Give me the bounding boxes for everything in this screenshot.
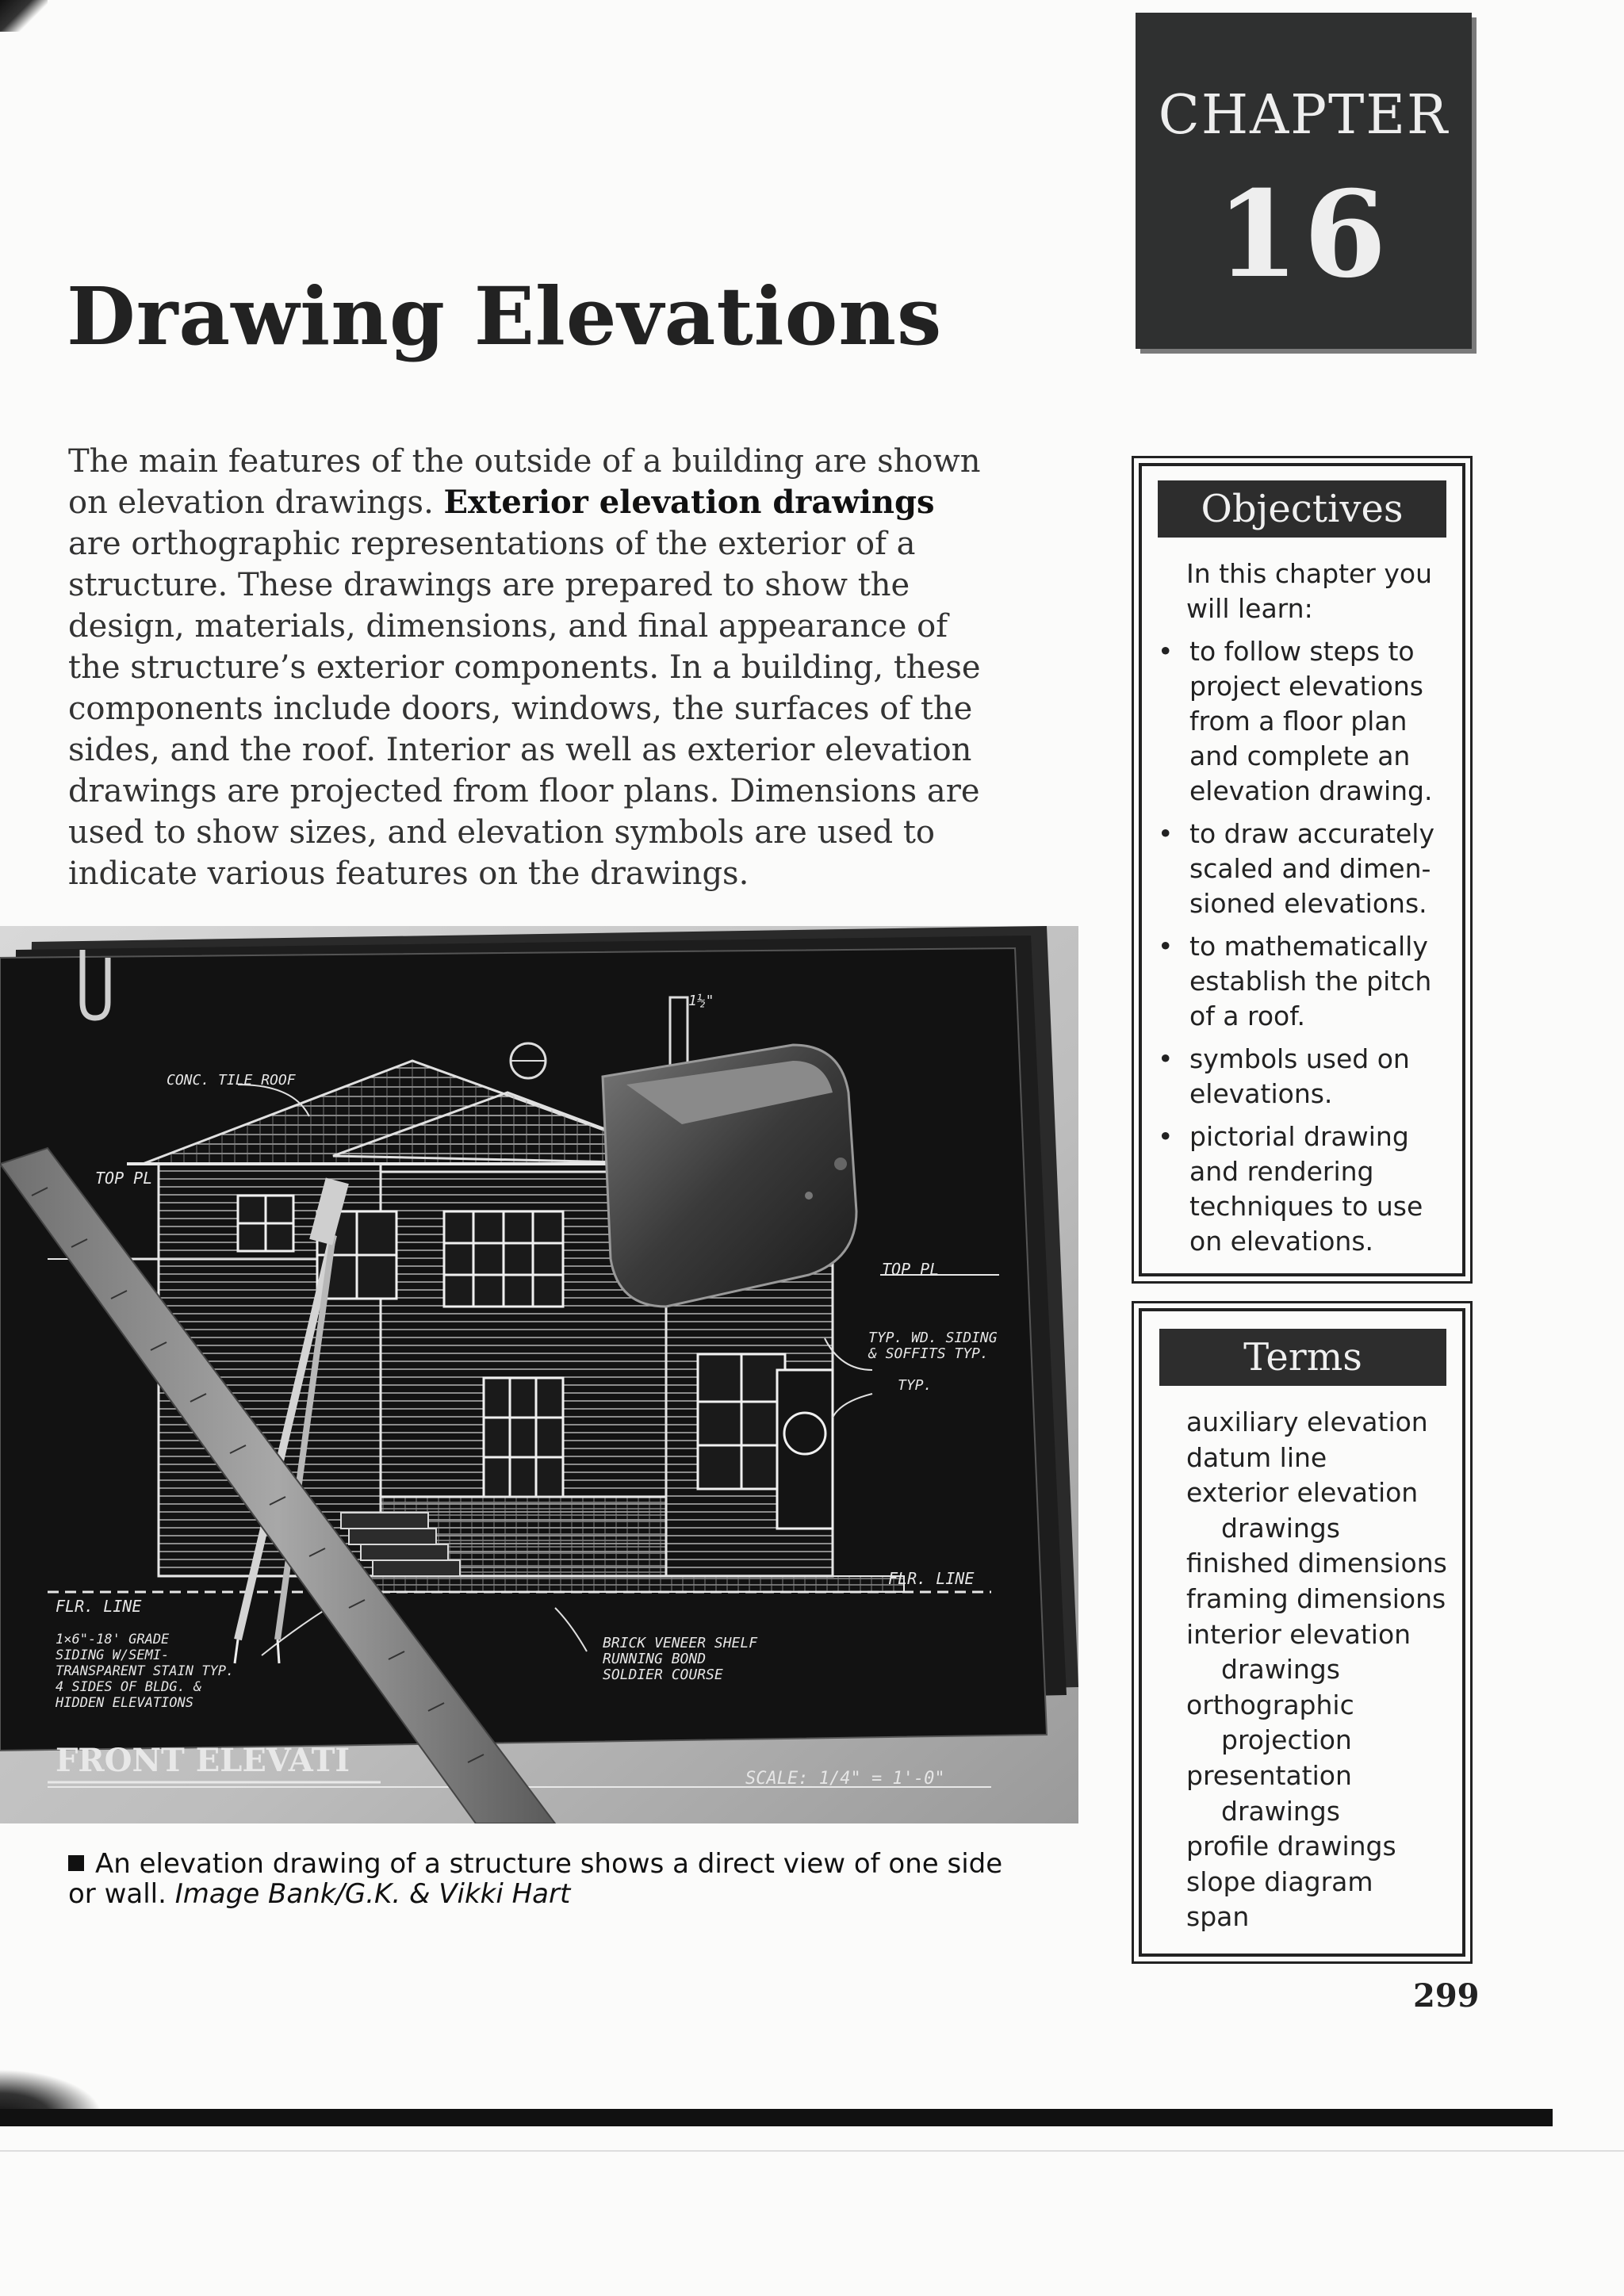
term-item: framing dimensions [1186, 1582, 1446, 1614]
label-roof-note: CONC. TILE ROOF [167, 1072, 296, 1089]
page-number: 299 [1413, 1977, 1480, 2015]
elevation-blueprint-photo [0, 926, 1078, 1823]
label-siding-note-1: TYP. WD. SIDING [868, 1330, 998, 1346]
scan-shadow-top-left [0, 0, 48, 32]
term-item: auxiliary elevation [1186, 1406, 1428, 1437]
figure-caption [68, 1849, 1004, 1909]
intro-paragraph [68, 441, 988, 894]
terms-box [1139, 1308, 1465, 1957]
objectives-intro: In this chapter you will learn: [1186, 558, 1433, 624]
term-item: datum line [1186, 1441, 1327, 1473]
intro-text-1: The main features of the outside of a building are shown on elevation drawings. [68, 443, 981, 521]
tape-measure [603, 1045, 856, 1307]
label-typ: TYP. [898, 1377, 933, 1394]
term-item: exterior elevation drawings [1186, 1477, 1419, 1544]
chapter-box [1136, 13, 1472, 349]
caption-credit: Image Bank/G.K. & Vikki Hart [174, 1878, 571, 1910]
label-sheet-title: FRONT ELEVATI [56, 1742, 350, 1779]
label-siding-note-2: & SOFFITS TYP. [868, 1345, 989, 1362]
caption-text: An elevation drawing of a structure shows a direct view of one side or wall. [68, 1848, 1003, 1910]
term-item: finished dimensions [1186, 1548, 1447, 1579]
label-brick-note-1: BRICK VENEER SHELF [603, 1635, 758, 1651]
intro-text-2: are orthographic representations of the exterior of a structure. These drawings are prepared to show the design, materials, dimensions, and final appearance of the structure’s exterior components. In a building, these components include doors, windows, the surfaces of the sides, and the roof. Interior as well as exterior elevation drawings are projected from floor plans. Dimensions are used to show sizes, and elevation symbols are used to indicate various features on the drawings. [68, 526, 981, 892]
terms-heading: Terms [1159, 1329, 1446, 1386]
intro-key-term: Exterior elevation drawings [443, 484, 935, 521]
label-floor-line-left: FLR. LINE [56, 1597, 142, 1616]
label-grade-note-5: HIDDEN ELEVATIONS [56, 1695, 193, 1711]
label-top-plate-left: TOP PL [95, 1169, 153, 1188]
label-brick-note-2: RUNNING BOND [603, 1651, 707, 1667]
chapter-label: CHAPTER [1158, 84, 1450, 147]
label-grade-note-3: TRANSPARENT STAIN TYP. [56, 1663, 235, 1679]
label-grade-note-4: 4 SIDES OF BLDG. & [56, 1679, 202, 1695]
page-bottom-rule [0, 2109, 1553, 2126]
objective-item: • symbols used on elevations. [1142, 1042, 1451, 1112]
term-item: interior elevation drawings [1186, 1618, 1411, 1686]
label-scale: SCALE: 1/4" = 1'-0" [745, 1769, 945, 1789]
term-item: slope diagram [1186, 1866, 1373, 1897]
terms-list [1186, 1405, 1456, 1935]
label-brick-note-3: SOLDIER COURSE [603, 1667, 723, 1683]
label-grade-note-2: SIDING W/SEMI- [56, 1647, 170, 1663]
objectives-heading: Objectives [1158, 480, 1446, 538]
caption-bullet-icon [68, 1855, 84, 1871]
objective-item: • to follow steps to project elevations from a floor plan and complete an elevation drawing. [1142, 634, 1451, 809]
label-dimension: 1½" [688, 993, 714, 1009]
objectives-list [1142, 634, 1451, 1267]
term-item: span [1186, 1901, 1250, 1933]
objective-item: • to draw accurately scaled and dimensioned elevations. [1142, 817, 1451, 921]
label-floor-line-right: FLR. LINE [888, 1569, 975, 1588]
label-grade-note-1: 1×6"-18' GRADE [56, 1632, 170, 1647]
term-item: profile drawings [1186, 1831, 1396, 1862]
term-item: presentation drawings [1186, 1759, 1352, 1827]
label-top-plate-right: TOP PL [882, 1260, 940, 1279]
objectives-box [1139, 463, 1465, 1276]
scan-edge-line [0, 2150, 1624, 2152]
objective-item: • to mathematically establish the pitch of a roof. [1142, 929, 1451, 1034]
chapter-number: 16 [1216, 165, 1392, 304]
objective-item: • pictorial drawing and rendering techniques to use on elevations. [1142, 1119, 1451, 1259]
page-title: Drawing Elevations [67, 270, 943, 363]
term-item: orthographic projection [1186, 1689, 1354, 1756]
